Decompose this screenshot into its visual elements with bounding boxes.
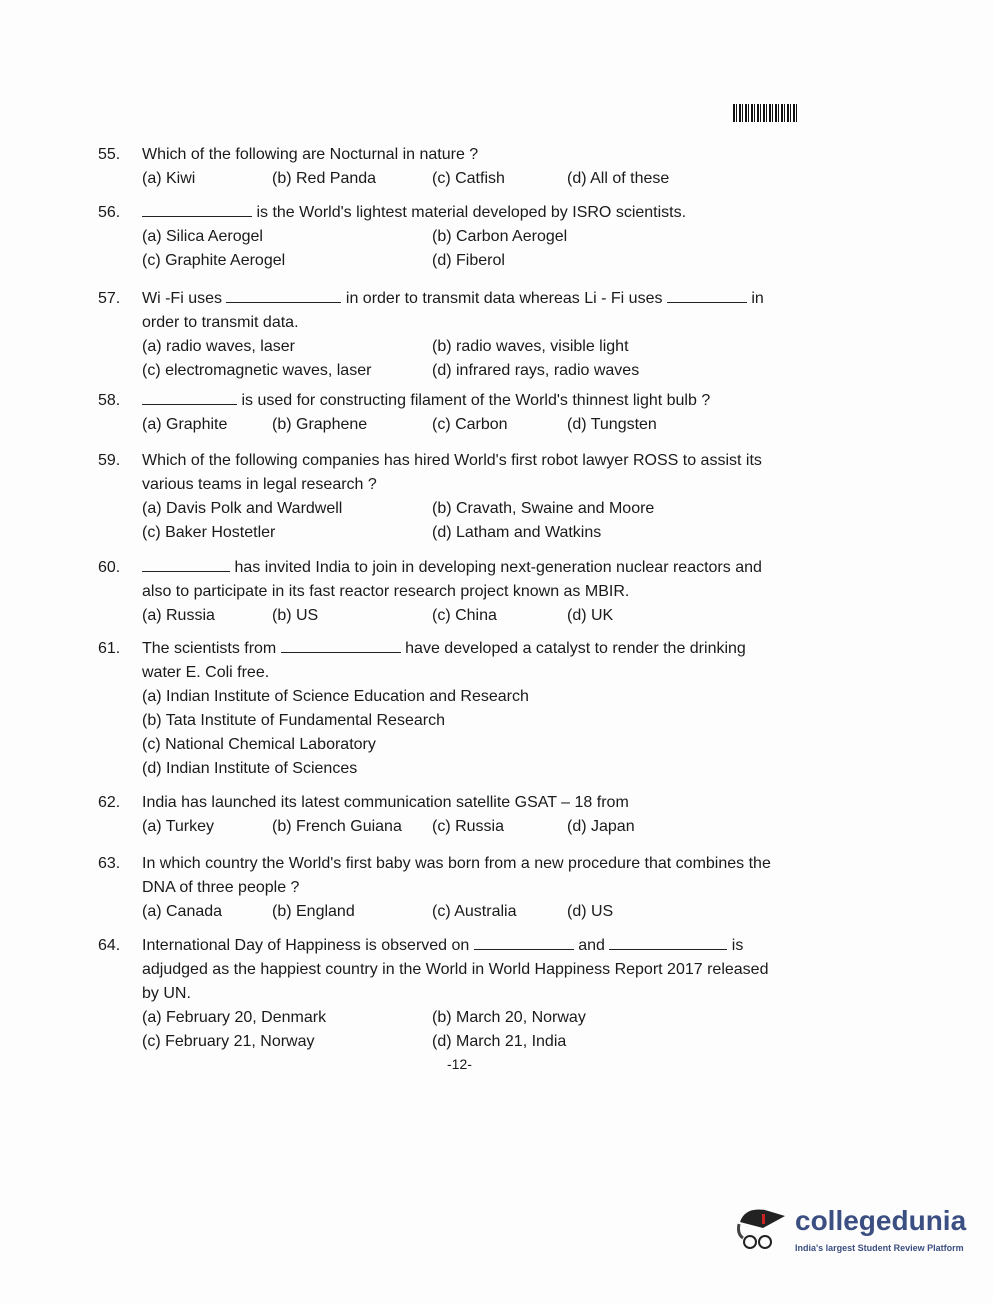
question-text [142,287,788,335]
question-number: 56. [98,204,121,221]
option: (c) China [432,607,497,624]
option: (b) Graphene [272,416,368,433]
question-text-part: Which of the following are Nocturnal in nature ? [142,146,479,163]
option: (c) Australia [432,903,517,920]
option: (c) electromagnetic waves, laser [142,362,372,379]
question-text-part: is adjudged as the happiest country in the World in World Happiness Report 2017 released by UN. [142,937,769,1002]
option: (a) Silica Aerogel [142,228,263,245]
question-59 [98,449,788,545]
option: (d) UK [567,607,614,624]
mascot-icon [735,1202,790,1257]
question-text [142,637,788,685]
options [142,1006,788,1054]
option: (d) Indian Institute of Sciences [142,760,358,777]
question-text [142,791,788,815]
option: (c) Russia [432,818,505,835]
question-text [142,556,788,604]
option: (d) Latham and Watkins [432,524,602,541]
options [142,815,788,839]
option: (d) March 21, India [432,1033,567,1050]
answer-blank [609,935,727,950]
options [142,497,788,545]
question-text-part: in order to transmit data. [142,290,764,331]
options [142,167,788,191]
option: (b) Red Panda [272,170,377,187]
answer-blank [667,288,747,303]
options [142,335,788,383]
question-text [142,852,788,900]
option: (d) Fiberol [432,252,505,269]
answer-blank [142,557,230,572]
question-text-part: The scientists from [142,640,281,657]
option: (b) French Guiana [272,818,402,835]
option: (d) Tungsten [567,416,657,433]
answer-blank [142,390,237,405]
page-number: -12- [447,1056,472,1072]
question-text-part: have developed a catalyst to render the drinking water E. Coli free. [142,640,746,681]
question-text-part: in order to transmit data whereas Li - Fi uses [341,290,667,307]
option: (a) Graphite [142,416,228,433]
option: (d) All of these [567,170,670,187]
option: (c) Catfish [432,170,505,187]
options [142,900,788,924]
question-64 [98,934,788,1054]
option: (a) Canada [142,903,223,920]
option: (a) Russia [142,607,215,624]
question-text-part: has invited India to join in developing next-generation nuclear reactors and also to participate in its fast reactor research project known as MBIR. [142,559,762,600]
option: (b) US [272,607,319,624]
question-text [142,389,788,413]
question-text-part: Wi -Fi uses [142,290,227,307]
question-text-part: is used for constructing filament of the World's thinnest light bulb ? [237,392,711,409]
question-55 [98,143,788,191]
question-62 [98,791,788,839]
question-text-part: and [573,937,610,954]
option: (c) National Chemical Laboratory [142,736,376,753]
option: (b) Cravath, Swaine and Moore [432,500,655,517]
question-text-part: International Day of Happiness is observed on [142,937,474,954]
option: (b) England [272,903,355,920]
question-text-part: is the World's lightest material developed by ISRO scientists. [252,204,687,221]
collegedunia-logo: collegedunia India's largest Student Review Platform [735,1197,965,1267]
options [142,604,788,628]
question-text-part: In which country the World's first baby was born from a new procedure that combines the DNA of three people ? [142,855,771,896]
question-text [142,449,788,497]
option: (c) February 21, Norway [142,1033,315,1050]
option: (a) Kiwi [142,170,196,187]
question-number: 63. [98,855,121,872]
answer-blank [226,288,341,303]
question-number: 58. [98,392,121,409]
options [142,413,788,437]
option: (a) February 20, Denmark [142,1009,327,1026]
question-text [142,143,788,167]
question-text [142,934,788,1006]
question-text-part: Which of the following companies has hired World's first robot lawyer ROSS to assist its various teams in legal research ? [142,452,762,493]
answer-blank [474,935,574,950]
question-56 [98,201,788,273]
option: (a) Indian Institute of Science Education and Research [142,688,529,705]
answer-blank [281,638,401,653]
question-text [142,201,788,225]
question-number: 59. [98,452,121,469]
option: (a) radio waves, laser [142,338,295,355]
answer-blank [142,202,252,217]
question-61 [98,637,788,781]
option: (c) Carbon [432,416,508,433]
question-number: 55. [98,146,121,163]
question-58 [98,389,788,437]
option: (b) March 20, Norway [432,1009,586,1026]
question-number: 62. [98,794,121,811]
option: (b) Tata Institute of Fundamental Research [142,712,445,729]
option: (d) Japan [567,818,635,835]
question-number: 60. [98,559,121,576]
question-text-part: India has launched its latest communication satellite GSAT – 18 from [142,794,629,811]
question-60 [98,556,788,628]
question-number: 64. [98,937,121,954]
option: (d) infrared rays, radio waves [432,362,640,379]
option: (b) radio waves, visible light [432,338,629,355]
option: (a) Turkey [142,818,215,835]
question-57 [98,287,788,383]
question-number: 61. [98,640,121,657]
option: (d) US [567,903,614,920]
option: (c) Baker Hostetler [142,524,276,541]
option: (a) Davis Polk and Wardwell [142,500,343,517]
option: (b) Carbon Aerogel [432,228,568,245]
options [142,685,788,781]
question-number: 57. [98,290,121,307]
question-63 [98,852,788,924]
option: (c) Graphite Aerogel [142,252,286,269]
options [142,225,788,273]
barcode [733,104,797,122]
